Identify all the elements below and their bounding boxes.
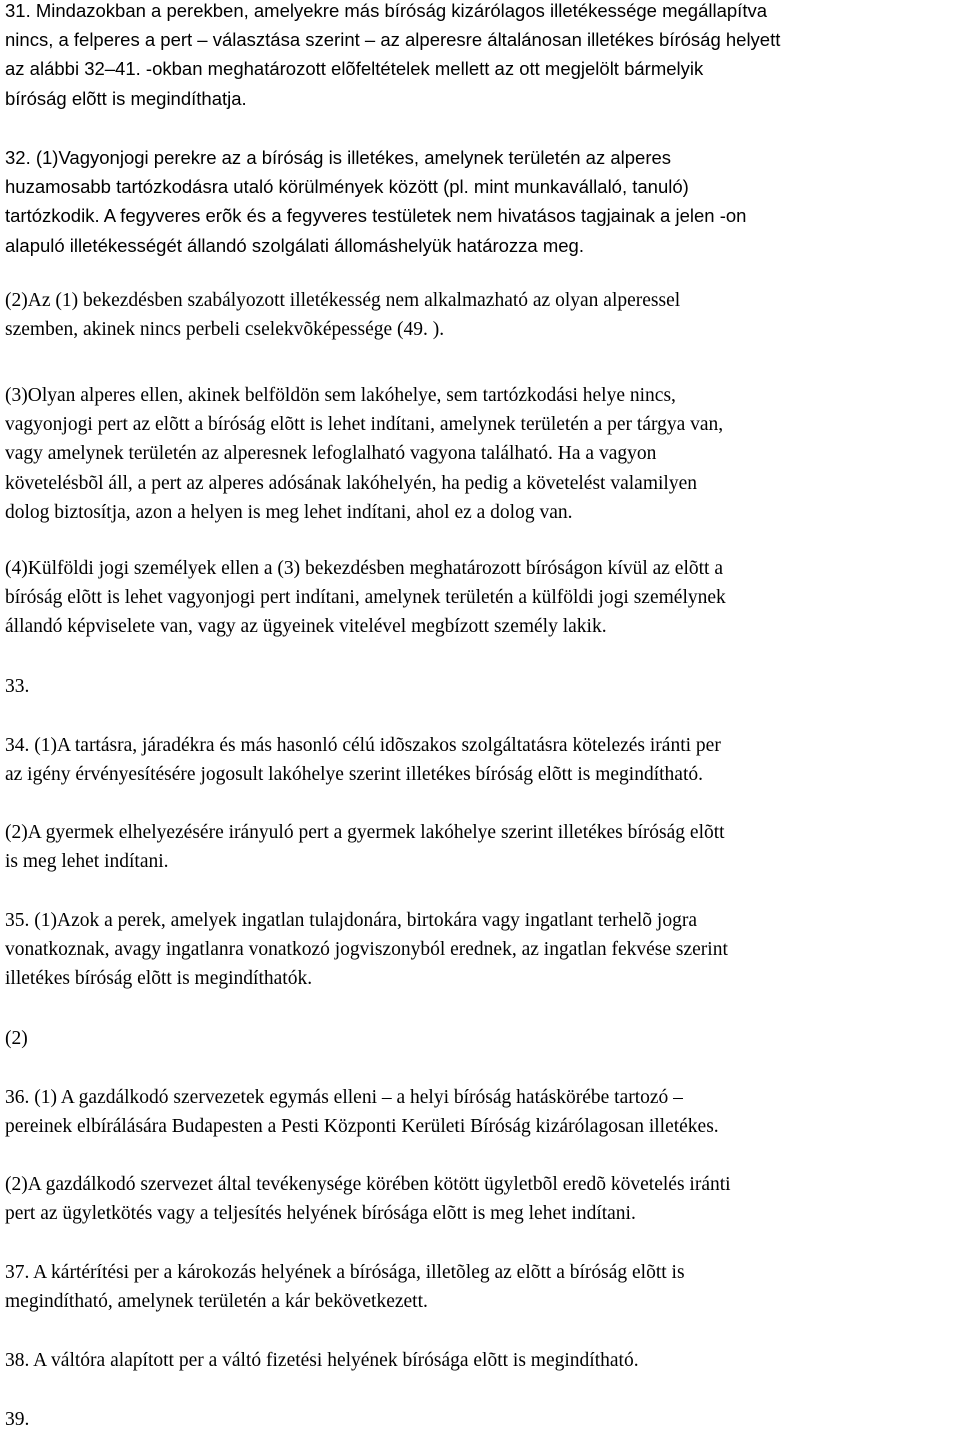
paragraph-36-2: (2)A gazdálkodó szervezet által tevékenysége körében kötött ügyletbõl eredõ követelés iránti pert az ügyletkötés vagy a teljesítés helyének bírósága elõtt is meg lehet indítani. (5, 1174, 731, 1225)
paragraph-32-3: (3)Olyan alperes ellen, akinek belföldön sem lakóhelye, sem tartózkodási helye nincs, vagyonjogi pert az elõtt a bíróság elõtt is lehet indítani, amelynek területén a per tárgya van, vagy amelynek területén az alperesnek lefoglalható vagyona található. Ha a vagyon követelésbõl áll, a pert az alperes adósának lakóhelyén, ha pedig a követelést valamilyen dolog biztosítja, azon a helyen is meg lehet indítani, ahol ez a dolog van. (5, 385, 724, 523)
paragraph-35-2: (2) (5, 1028, 28, 1049)
paragraph-32-2: (2)Az (1) bekezdésben szabályozott illetékesség nem alkalmazható az olyan alperessel szemben, akinek nincs perbeli cselekvõképessége (49. ). (5, 290, 681, 341)
paragraph-39: 39. (5, 1409, 30, 1430)
paragraph-33: 33. (5, 676, 30, 697)
paragraph-32-4: (4)Külföldi jogi személyek ellen a (3) bekezdésben meghatározott bíróságon kívül az elõtt a bíróság elõtt is lehet vagyonjogi pert indítani, amelynek területén a külföldi jogi személynek állandó képviselete van, vagy az ügyeinek vitelével megbízott személy lakik. (5, 558, 726, 638)
paragraph-38: 38. A váltóra alapított per a váltó fizetési helyének bírósága elõtt is megindítható. (5, 1350, 639, 1371)
paragraph-35-1: 35. (1)Azok a perek, amelyek ingatlan tulajdonára, birtokára vagy ingatlant terhelõ jogra vonatkoznak, avagy ingatlanra vonatkozó jogviszonyból erednek, az ingatlan fekvése szerint illetékes bíróság elõtt is megindíthatók. (5, 910, 728, 990)
paragraph-36-1: 36. (1) A gazdálkodó szervezetek egymás elleni – a helyi bíróság hatáskörébe tartozó – pereinek elbírálására Budapesten a Pesti Központi Kerületi Bíróság kizárólagosan illetékes. (5, 1087, 719, 1138)
paragraph-34-1: 34. (1)A tartásra, járadékra és más hasonló célú idõszakos szolgáltatásra kötelezés iránti per az igény érvényesítésére jogosult lakóhelye szerint illetékes bíróság elõtt is megindítható. (5, 735, 721, 786)
paragraph-32-1: 32. (1)Vagyonjogi perekre az a bíróság is illetékes, amelynek területén az alperes huzamosabb tartózkodásra utaló körülmények között (pl. mint munkavállaló, tanuló) tartózkodik. A fegyveres erõk és a fegyveres testületek nem hivatásos tagjainak a jelen -on alapuló illetékességét állandó szolgálati állomáshelyük határozza meg. (5, 147, 747, 256)
paragraph-31: 31. Mindazokban a perekben, amelyekre más bíróság kizárólagos illetékessége megállapítva nincs, a felperes a pert – választása szerint – az alperesre általánosan illetékes bíróság helyett az alábbi 32–41. -okban meghatározott elõfeltételek mellett az ott megjelölt bármelyik bíróság elõtt is megindíthatja. (5, 0, 781, 109)
paragraph-34-2: (2)A gyermek elhelyezésére irányuló pert a gyermek lakóhelye szerint illetékes bíróság elõtt is meg lehet indítani. (5, 822, 725, 873)
paragraph-37: 37. A kártérítési per a károkozás helyének a bírósága, illetõleg az elõtt a bíróság elõtt is megindítható, amelynek területén a kár bekövetkezett. (5, 1262, 685, 1313)
